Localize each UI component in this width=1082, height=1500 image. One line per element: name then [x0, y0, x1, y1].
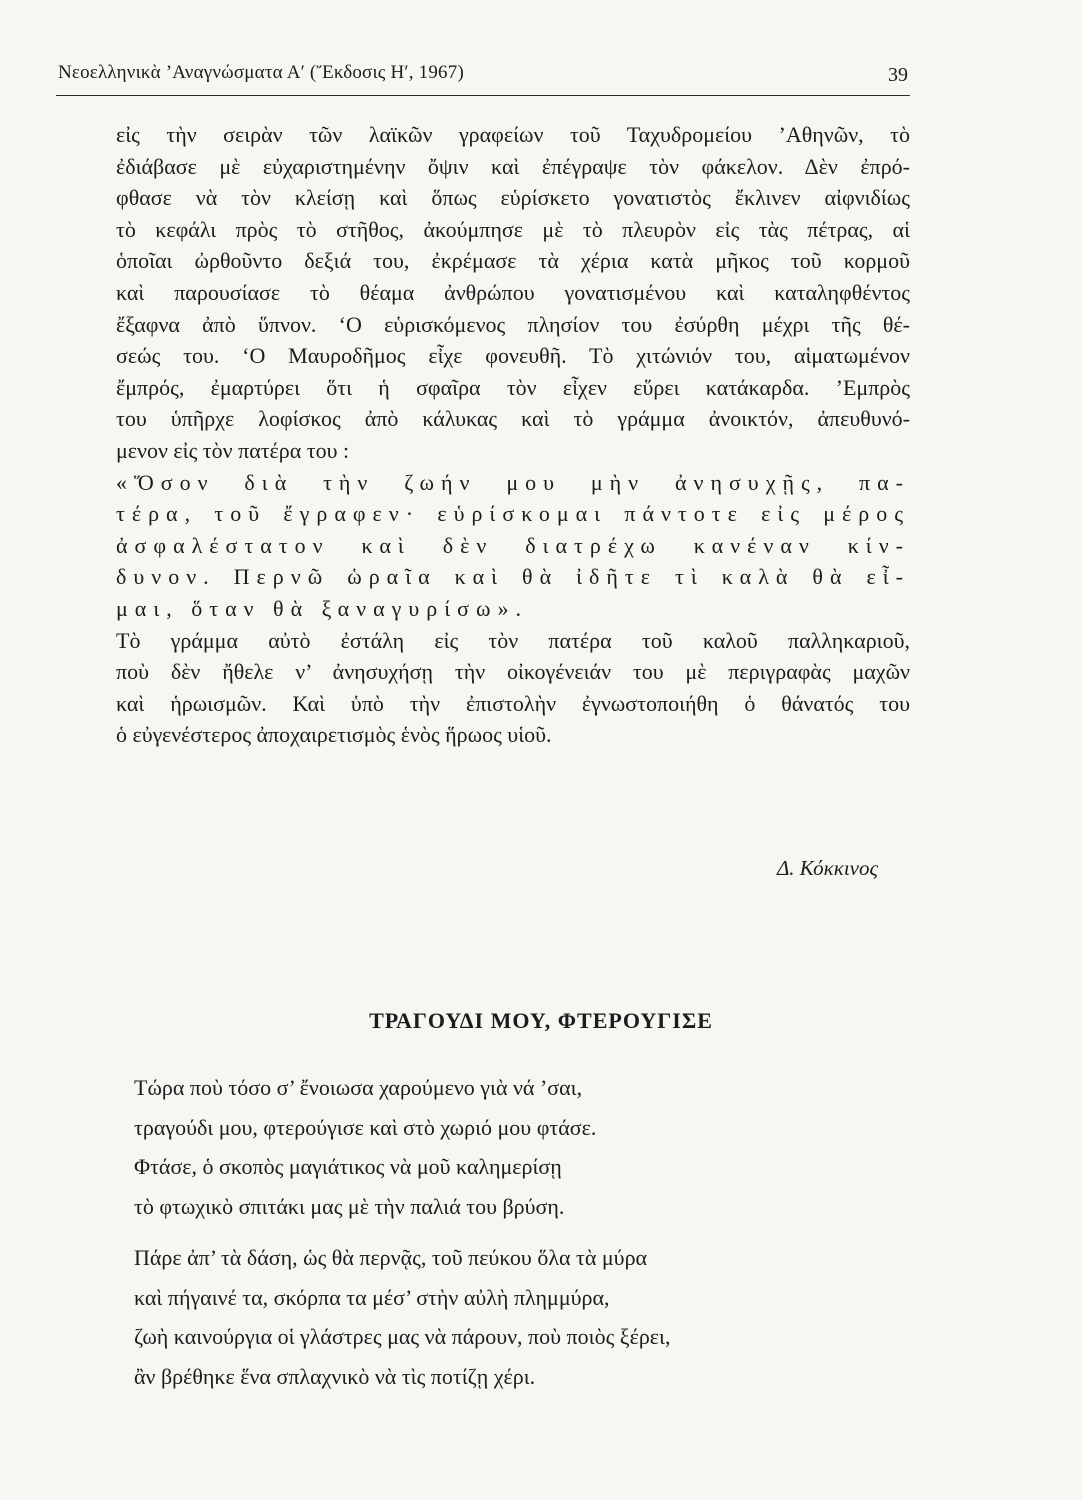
letter-line: μαι, ὅταν θὰ ξαναγυρίσω».	[116, 595, 528, 621]
running-header	[58, 62, 910, 92]
author-signature: Δ. Κόκκινος	[776, 856, 878, 880]
verse-line: τραγούδι μου, φτερούγισε καὶ στὸ χωριό μου φτάσε.	[134, 1114, 597, 1140]
prose-line: σεώς του. ‘Ο Μαυροδῆμος εἶχε φονευθῆ. Τὸ χιτώνιόν του, αἱματωμένον	[116, 343, 910, 369]
prose-line: του ὑπῆρχε λοφίσκος ἀπὸ κάλυκας καὶ τὸ γράμμα ἀνοικτόν, ἀπευθυνό-	[116, 406, 910, 432]
prose-line: μενον εἰς τὸν πατέρα του :	[116, 437, 350, 463]
prose-line: Τὸ γράμμα αὐτὸ ἐστάλη εἰς τὸν πατέρα τοῦ καλοῦ παλληκαριοῦ,	[116, 627, 910, 653]
poem-stanza	[134, 1068, 596, 1226]
letter-line: «Ὅσον διὰ τὴν ζωήν μου μὴν ἀνησυχῇς, πα-	[116, 469, 910, 495]
page-number: 39	[888, 64, 908, 86]
prose-line: ὁποῖαι ὠρθοῦντο δεξιά του, ἐκρέμασε τὰ χέρια κατὰ μῆκος τοῦ κορμοῦ	[116, 248, 910, 274]
verse-line: καὶ πήγαινέ τα, σκόρπα τα μέσ’ στὴν αὐλὴ πλημμύρα,	[134, 1284, 610, 1310]
prose-line: ποὺ δὲν ἤθελε ν’ ἀνησυχήσῃ τὴν οἰκογένειάν του μὲ περιγραφὰς μαχῶν	[116, 659, 910, 685]
verse-line: τὸ φτωχικὸ σπιτάκι μας μὲ τὴν παλιά του βρύση.	[134, 1193, 565, 1219]
prose-line: καὶ ἡρωισμῶν. Καὶ ὑπὸ τὴν ἐπιστολὴν ἐγνωστοποιήθη ὁ θάνατός του	[116, 690, 910, 716]
verse-line: Τώρα ποὺ τόσο σ’ ἔνοιωσα χαρούμενο γιὰ νά ’σαι,	[134, 1075, 583, 1100]
prose-line: εἰς τὴν σειρὰν τῶν λαϊκῶν γραφείων τοῦ Ταχυδρομείου ’Αθηνῶν, τὸ	[116, 122, 910, 147]
prose-line: φθασε νὰ τὸν κλείσῃ καὶ ὅπως εὑρίσκετο γονατιστὸς ἔκλινεν αἰφνιδίως	[116, 185, 910, 211]
letter-line: δυνον. Περνῶ ὡραῖα καὶ θὰ ἰδῆτε τὶ καλὰ θὰ εἶ-	[116, 564, 910, 590]
running-title: Νεοελληνικὰ ’Αναγνώσματα Α′ (Ἔκδοσις Η′, 1967)	[58, 62, 464, 83]
verse-line: ἂν βρέθηκε ἕνα σπλαχνικὸ νὰ τὶς ποτίζῃ χέρι.	[134, 1363, 536, 1389]
letter-line: ἀσφαλέστατον καὶ δὲν διατρέχω κανέναν κίν-	[116, 532, 910, 558]
letter-line: τέρα, τοῦ ἔγραφεν· εὑρίσκομαι πάντοτε εἰς μέρος	[116, 501, 910, 527]
prose-line: ἐδιάβασε μὲ εὐχαριστημένην ὄψιν καὶ ἐπέγραψε τὸν φάκελον. Δὲν ἐπρό-	[116, 153, 910, 179]
prose-line: ἔμπρός, ἐμαρτύρει ὅτι ἡ σφαῖρα τὸν εἶχεν εὕρει κατάκαρδα. ’Εμπρὸς	[116, 374, 910, 400]
poem-stanza	[134, 1238, 670, 1396]
verse-line: Πάρε ἀπ’ τὰ δάση, ὡς θὰ περνᾷς, τοῦ πεύκου ὅλα τὰ μύρα	[134, 1245, 648, 1270]
header-rule	[56, 95, 910, 96]
prose-line: τὸ κεφάλι πρὸς τὸ στῆθος, ἀκούμπησε μὲ τὸ πλευρὸν εἰς τὰς πέτρας, αἱ	[116, 216, 910, 242]
prose-line: καὶ παρουσίασε τὸ θέαμα ἀνθρώπου γονατισμένου καὶ καταληφθέντος	[116, 279, 910, 305]
prose-line: ἔξαφνα ἀπὸ ὕπνον. ‘Ο εὑρισκόμενος πλησίον του ἐσύρθη μέχρι τῆς θέ-	[116, 311, 910, 337]
verse-line: Φτάσε, ὁ σκοπὸς μαγιάτικος νὰ μοῦ καλημερίσῃ	[134, 1154, 562, 1179]
prose-body	[116, 119, 910, 751]
verse-line: ζωὴ καινούργια οἱ γλάστρες μας νὰ πάρουν, ποὺ ποιὸς ξέρει,	[134, 1324, 671, 1349]
poem-title: ΤΡΑΓΟΥΔΙ ΜΟΥ, ΦΤΕΡΟΥΓΙΣΕ	[369, 1008, 713, 1033]
prose-line: ὁ εὐγενέστερος ἀποχαιρετισμὸς ἑνὸς ἥρωος υἱοῦ.	[116, 722, 552, 748]
